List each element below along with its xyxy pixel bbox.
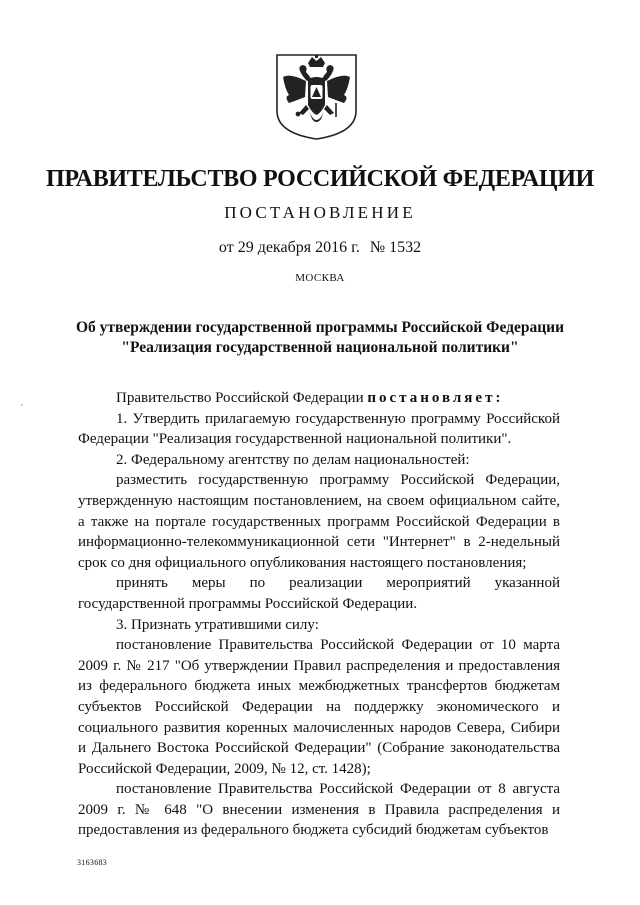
document-city: МОСКВА bbox=[295, 272, 345, 284]
paragraph: постановление Правительства Российской Федерации от 10 марта 2009 г. № 217 "Об утверждении Правил распределения и предоставления из федерального бюджета иных межбюджетных трансфертов бюджетам субъектов Российской Федерации на поддержку экономического и социального развития коренных малочисленных народов Севера, Сибири и Дальнего Востока Российской Федерации" (Собрание законодательства Российской Федерации, 2009, № 12, ст. 1428); bbox=[78, 637, 560, 777]
decree-word: постановляет: bbox=[367, 390, 504, 406]
document-body bbox=[78, 388, 560, 841]
document-subject bbox=[0, 318, 640, 358]
intro-text: Правительство Российской Федерации bbox=[116, 390, 368, 406]
margin-mark bbox=[21, 404, 23, 406]
paragraph: принять меры по реализации мероприятий указанной государственной программы Российской Федерации. bbox=[78, 575, 560, 612]
paragraph: 2. Федеральному агентству по делам национальностей: bbox=[116, 451, 470, 468]
intro-paragraph bbox=[78, 388, 560, 409]
paragraph: постановление Правительства Российской Федерации от 8 августа 2009 г. № 648 "О внесении изменения в Правила распределения и предоставления из федерального бюджета субсидий бюджетам субъектов bbox=[78, 781, 560, 839]
paragraph: 1. Утвердить прилагаемую государственную программу Российской Федерации "Реализация государственной национальной политики". bbox=[78, 410, 560, 448]
subject-line-1: Об утверждении государственной программы Российской Федерации bbox=[75, 319, 565, 336]
document-date: от 29 декабря 2016 г. bbox=[218, 239, 360, 256]
document-number: № 1532 bbox=[369, 239, 422, 256]
document-type: ПОСТАНОВЛЕНИЕ bbox=[224, 203, 416, 222]
subject-line-2: "Реализация государственной национальной политики" bbox=[121, 339, 519, 356]
paragraph: 3. Признать утратившими силу: bbox=[116, 616, 319, 633]
footer-doc-number: 3163683 bbox=[77, 858, 108, 867]
paragraph: разместить государственную программу Российской Федерации, утвержденную настоящим постановлением, на своем официальном сайте, а также на портале государственных программ Российской Федерации в информационно-телекоммуникационной сети "Интернет" в 2-недельный срок со дня официального опубликования настоящего постановления; bbox=[78, 472, 560, 571]
government-title: ПРАВИТЕЛЬСТВО РОССИЙСКОЙ ФЕДЕРАЦИИ bbox=[46, 166, 594, 192]
emblem-icon bbox=[275, 53, 358, 141]
document-date-line bbox=[0, 239, 640, 257]
